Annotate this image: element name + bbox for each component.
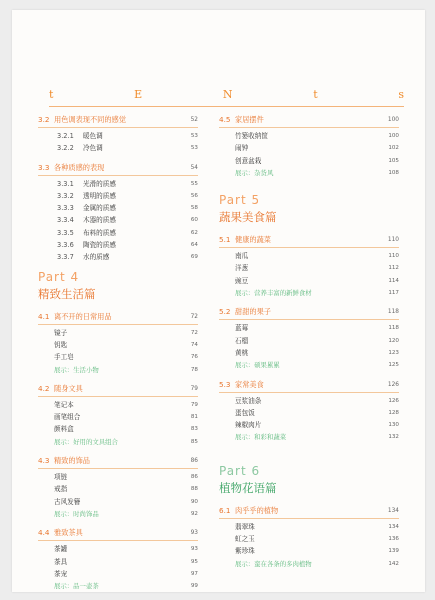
toc-item[interactable]: 蛋包饭 128 <box>235 408 399 417</box>
toc-item[interactable]: 翡翠珠 134 <box>235 522 399 531</box>
header-divider <box>49 106 404 107</box>
toc-showcase[interactable]: 展示：品一壶茶 99 <box>54 582 198 591</box>
toc-section[interactable]: 4.4 雅致茶具 93 <box>38 528 198 538</box>
toc-section[interactable]: 5.1 健康的蔬菜 110 <box>219 235 399 245</box>
header-letter: t <box>49 88 54 101</box>
section-divider <box>219 247 399 248</box>
toc-subsection[interactable]: 3.3.2 透明的质感 56 <box>57 191 198 200</box>
header-letter: t <box>313 88 318 101</box>
toc-item[interactable]: 项链 86 <box>54 473 198 482</box>
header-letter: N <box>222 88 233 101</box>
toc-item[interactable]: 茶罐 93 <box>54 545 198 554</box>
toc-showcase[interactable]: 展示：好用的文具组合 85 <box>54 437 198 446</box>
section-divider <box>38 540 198 541</box>
toc-item[interactable]: 豆浆油条 126 <box>235 396 399 405</box>
toc-item[interactable]: 豌豆 114 <box>235 276 399 285</box>
section-divider <box>219 518 399 519</box>
toc-section[interactable]: 4.3 精致的饰品 86 <box>38 456 198 466</box>
toc-item[interactable]: 颜料盒 83 <box>54 425 198 434</box>
section-divider <box>219 392 399 393</box>
toc-showcase[interactable]: 展示：杂货风 108 <box>235 168 399 177</box>
part-label: Part 6 <box>219 463 261 478</box>
toc-item[interactable]: 竹篓收纳筐 100 <box>235 132 399 140</box>
section-divider <box>38 175 198 176</box>
toc-item[interactable]: 蓝莓 118 <box>235 324 399 333</box>
toc-subsection[interactable]: 3.2.1 暖色调 53 <box>57 132 198 140</box>
toc-item[interactable]: 茶具 95 <box>54 557 198 566</box>
toc-subsection[interactable]: 3.3.6 陶瓷的质感 64 <box>57 241 198 250</box>
part-title[interactable]: 精致生活篇 <box>38 286 96 301</box>
header-letter: s <box>398 88 404 101</box>
toc-item[interactable]: 石榴 120 <box>235 336 399 345</box>
toc-item[interactable]: 手工皂 76 <box>54 353 198 362</box>
toc-item[interactable]: 辣椒肉片 130 <box>235 421 399 430</box>
toc-section[interactable]: 6.1 肉乎乎的植物 134 <box>219 505 399 515</box>
toc-right-column <box>219 113 399 570</box>
toc-section[interactable]: 5.2 甜甜的果子 118 <box>219 307 399 317</box>
toc-item[interactable]: 古风发簪 90 <box>54 497 198 506</box>
toc-showcase[interactable]: 展示：生活小物 78 <box>54 365 198 374</box>
toc-item[interactable]: 戒指 88 <box>54 485 198 494</box>
toc-section[interactable]: 5.3 家常美食 126 <box>219 379 399 389</box>
section-divider <box>219 319 399 320</box>
toc-item[interactable]: 茶宠 97 <box>54 569 198 578</box>
contents-header <box>49 88 404 110</box>
toc-left-column <box>38 113 198 592</box>
part-title[interactable]: 植物花语篇 <box>219 480 277 495</box>
toc-subsection[interactable]: 3.3.1 光滑的质感 55 <box>57 179 198 188</box>
toc-item[interactable]: 紫珍珠 139 <box>235 547 399 556</box>
section-divider <box>38 324 198 325</box>
section-divider <box>219 127 399 128</box>
toc-showcase[interactable]: 展示：硕果累累 125 <box>235 361 399 370</box>
toc-subsection[interactable]: 3.3.4 木器的质感 60 <box>57 216 198 225</box>
toc-item[interactable]: 南瓜 110 <box>235 252 399 261</box>
toc-item[interactable]: 笔记本 79 <box>54 400 198 409</box>
toc-item[interactable]: 钥匙 74 <box>54 340 198 349</box>
toc-section[interactable]: 4.5 家居摆件 100 <box>219 115 399 124</box>
toc-subsection[interactable]: 3.3.7 水的质感 69 <box>57 253 198 262</box>
toc-subsection[interactable]: 3.3.3 金属的质感 58 <box>57 204 198 213</box>
toc-subsection[interactable]: 3.3.5 布料的质感 62 <box>57 228 198 237</box>
toc-section[interactable]: 4.1 离不开的日常用品 72 <box>38 311 198 321</box>
part-label: Part 5 <box>219 193 261 208</box>
toc-item[interactable]: 镜子 72 <box>54 328 198 337</box>
toc-showcase[interactable]: 展示：时尚饰品 92 <box>54 509 198 518</box>
section-divider <box>38 127 198 128</box>
toc-showcase[interactable]: 展示：和彩和蔬菜 132 <box>235 433 399 442</box>
toc-subsection[interactable]: 3.2.2 冷色调 53 <box>57 144 198 153</box>
section-divider <box>38 396 198 397</box>
part-title[interactable]: 蔬果美食篇 <box>219 210 277 225</box>
toc-section[interactable]: 3.3 各种质感的表现 54 <box>38 162 198 172</box>
toc-item[interactable]: 黄桃 123 <box>235 348 399 357</box>
toc-item[interactable]: 洋葱 112 <box>235 264 399 273</box>
part-label: Part 4 <box>38 269 80 284</box>
toc-section[interactable]: 4.2 随身文具 79 <box>38 383 198 393</box>
header-letter: E <box>134 88 143 101</box>
section-divider <box>38 468 198 469</box>
toc-showcase[interactable]: 展示：蛮在各条的多肉植物 142 <box>235 559 399 568</box>
toc-item[interactable]: 创意盆栽 105 <box>235 156 399 165</box>
toc-item[interactable]: 画笔组合 81 <box>54 413 198 422</box>
toc-item[interactable]: 闹钟 102 <box>235 144 399 153</box>
toc-showcase[interactable]: 展示：营养丰富的新鲜食材 117 <box>235 289 399 298</box>
toc-item[interactable]: 虹之玉 136 <box>235 535 399 544</box>
toc-section[interactable]: 3.2 用色调表现不同的感觉 52 <box>38 115 198 124</box>
